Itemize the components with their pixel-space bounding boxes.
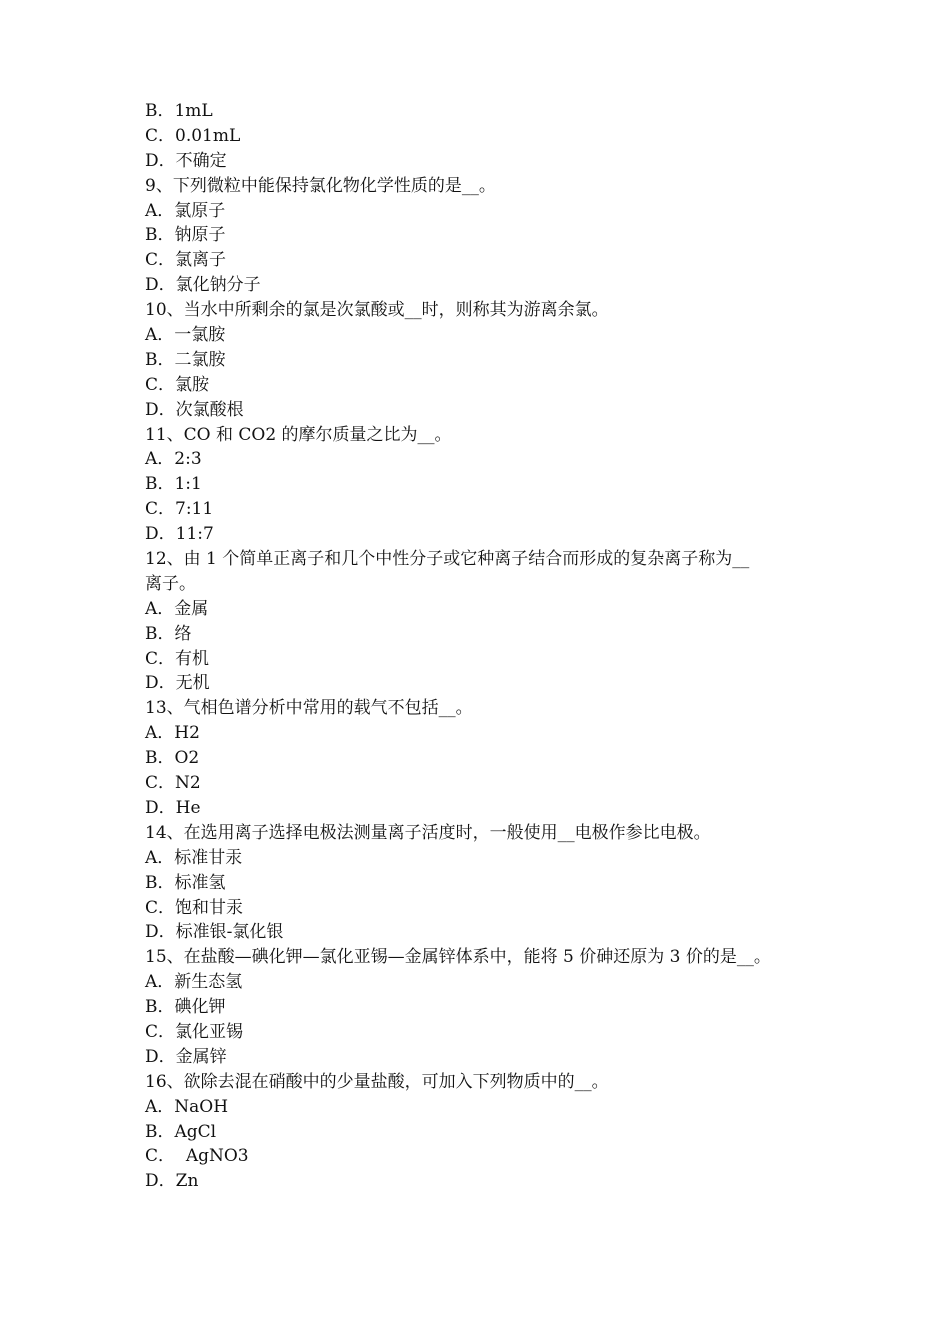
question-16: 16、欲除去混在硝酸中的少量盐酸，可加入下列物质中的__。 bbox=[145, 1071, 609, 1092]
option-line: A．2:3 bbox=[145, 449, 202, 470]
question-14: 14、在选用离子选择电极法测量离子活度时，一般使用__电极作参比电极。 bbox=[145, 822, 711, 843]
option-line: C．氯胺 bbox=[145, 374, 210, 395]
option-line: C．氯化亚锡 bbox=[145, 1021, 244, 1042]
option-line: C．N2 bbox=[145, 773, 201, 794]
option-line: B．标准氢 bbox=[145, 872, 226, 893]
question-12: 12、由 1 个简单正离子和几个中性分子或它种离子结合而形成的复杂离子称为__ bbox=[145, 549, 750, 570]
option-line: A．一氯胺 bbox=[145, 325, 226, 346]
option-line: B．碘化钾 bbox=[145, 997, 226, 1018]
question-15: 15、在盐酸—碘化钾—氯化亚锡—金属锌体系中，能将 5 价砷还原为 3 价的是__。 bbox=[145, 947, 771, 968]
question-12-continued: 离子。 bbox=[145, 573, 196, 594]
option-line: D．标准银-氯化银 bbox=[145, 922, 284, 943]
option-line: D．He bbox=[145, 797, 201, 818]
option-line: D．11:7 bbox=[145, 524, 214, 545]
option-line: B．钠原子 bbox=[145, 225, 226, 246]
option-line: B．O2 bbox=[145, 748, 200, 769]
option-line: C．0.01mL bbox=[145, 125, 241, 146]
option-line: B．络 bbox=[145, 623, 192, 644]
option-line: A．标准甘汞 bbox=[145, 847, 243, 868]
question-13: 13、气相色谱分析中常用的载气不包括__。 bbox=[145, 698, 473, 719]
option-line: A．H2 bbox=[145, 723, 200, 744]
question-10: 10、当水中所剩余的氯是次氯酸或__时，则称其为游离余氯。 bbox=[145, 300, 609, 321]
option-line: A．新生态氢 bbox=[145, 972, 243, 993]
option-line: C． AgNO3 bbox=[145, 1146, 249, 1167]
option-line: C．饱和甘汞 bbox=[145, 897, 244, 918]
option-line: C．氯离子 bbox=[145, 250, 227, 271]
option-line: D．Zn bbox=[145, 1171, 199, 1192]
question-11: 11、CO 和 CO2 的摩尔质量之比为__。 bbox=[145, 424, 452, 445]
option-line: D．无机 bbox=[145, 673, 210, 694]
option-line: A．氯原子 bbox=[145, 200, 226, 221]
option-line: B．1mL bbox=[145, 101, 213, 121]
option-line: B．AgCl bbox=[145, 1121, 217, 1142]
option-line: D．氯化钠分子 bbox=[145, 275, 261, 296]
option-line: B．二氯胺 bbox=[145, 349, 226, 370]
option-line: A．NaOH bbox=[145, 1096, 229, 1117]
option-line: D．不确定 bbox=[145, 150, 227, 171]
question-list bbox=[145, 99, 825, 1194]
option-line: A．金属 bbox=[145, 598, 209, 619]
question-9: 9、下列微粒中能保持氯化物化学性质的是__。 bbox=[145, 175, 496, 196]
option-line: B．1:1 bbox=[145, 474, 202, 495]
option-line: D．金属锌 bbox=[145, 1046, 227, 1067]
option-line: D．次氯酸根 bbox=[145, 399, 244, 420]
option-line: C．7:11 bbox=[145, 499, 214, 520]
option-line: C．有机 bbox=[145, 648, 210, 669]
